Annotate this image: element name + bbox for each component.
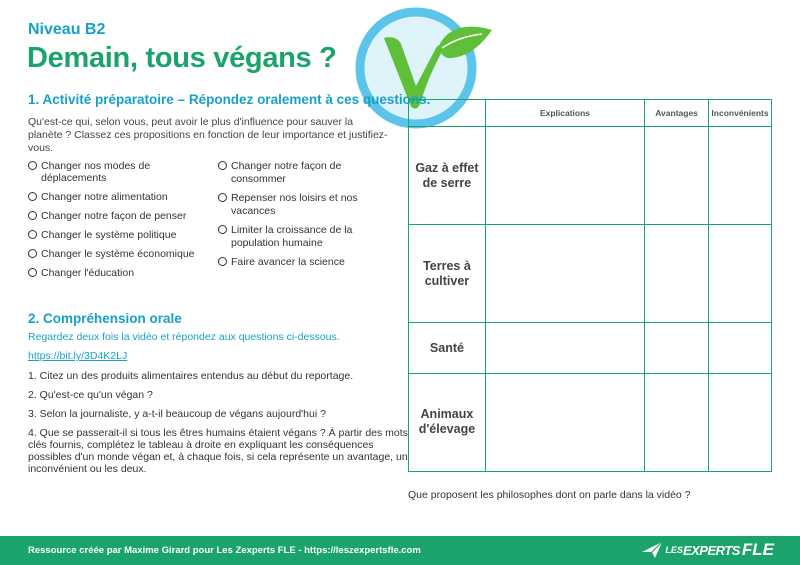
- paper-plane-icon: [641, 540, 663, 560]
- table-header-row: [409, 100, 772, 127]
- footer-credit: Ressource créée par Maxime Girard pour Les Zexperts FLE - https://leszexpertsfle.com: [28, 545, 421, 556]
- options-left: [28, 160, 208, 286]
- philosophers-question: Que proposent les philosophes dont on parle dans la vidéo ?: [408, 489, 691, 501]
- radio-circle-icon[interactable]: [218, 193, 227, 202]
- row-header: Animaux d'élevage: [409, 373, 486, 471]
- option-item[interactable]: Changer notre façon de penser: [28, 210, 208, 222]
- section2-heading: 2. Compréhension orale: [28, 311, 182, 326]
- answer-cell[interactable]: [709, 373, 772, 471]
- section1-heading: 1. Activité préparatoire – Répondez oralement à ces questions.: [28, 92, 431, 107]
- table-row: [409, 127, 772, 225]
- answer-cell[interactable]: [485, 127, 644, 225]
- option-item[interactable]: Faire avancer la science: [218, 256, 398, 269]
- radio-circle-icon[interactable]: [28, 192, 37, 201]
- question-1: 1. Citez un des produits alimentaires entendus au début du reportage.: [28, 370, 354, 382]
- level-label: Niveau B2: [28, 21, 106, 38]
- table-corner-cell: [409, 100, 486, 127]
- radio-circle-icon[interactable]: [28, 249, 37, 258]
- question-4: 4. Que se passerait-il si tous les êtres humains étaient végans ? À partir des mots clés fournis, complétez le tableau à droite en expliquant les conséquences possibles d'un monde végan et, à chaque fois, si cela représente un avantage, un inconvénient ou les deux.: [28, 427, 408, 475]
- radio-circle-icon[interactable]: [28, 230, 37, 239]
- question-2: 2. Qu'est-ce qu'un végan ?: [28, 389, 153, 401]
- table-row: [409, 225, 772, 323]
- option-item[interactable]: Changer le système économique: [28, 248, 208, 260]
- answer-cell[interactable]: [645, 373, 709, 471]
- row-header: Gaz à effet de serre: [409, 127, 486, 225]
- option-item[interactable]: Changer notre façon de consommer: [218, 160, 398, 186]
- option-item[interactable]: Changer le système politique: [28, 229, 208, 241]
- answer-cell[interactable]: [485, 323, 644, 374]
- radio-circle-icon[interactable]: [218, 257, 227, 266]
- answer-cell[interactable]: [645, 127, 709, 225]
- options-right: [218, 160, 398, 275]
- radio-circle-icon[interactable]: [218, 161, 227, 170]
- option-item[interactable]: Repenser nos loisirs et nos vacances: [218, 192, 398, 218]
- brand-prefix: LES: [665, 545, 683, 555]
- brand-logo: [641, 540, 774, 560]
- video-link[interactable]: https://bit.ly/3D4K2LJ: [28, 350, 128, 362]
- section1-intro: Qu'est-ce qui, selon vous, peut avoir le plus d'influence pour sauver la planète ? Classez ces propositions en fonction de leur importance et justifiez-vous.: [28, 116, 388, 154]
- column-header-inconvenients: Inconvénients: [709, 100, 772, 127]
- option-item[interactable]: Changer l'éducation: [28, 267, 208, 279]
- radio-circle-icon[interactable]: [28, 268, 37, 277]
- table-row: [409, 373, 772, 471]
- page-title: Demain, tous végans ?: [27, 42, 337, 74]
- answer-cell[interactable]: [709, 225, 772, 323]
- footer-bar: [0, 536, 800, 565]
- section2-intro: Regardez deux fois la vidéo et répondez aux questions ci-dessous.: [28, 331, 340, 343]
- row-header: Santé: [409, 323, 486, 374]
- table-row: [409, 323, 772, 374]
- answer-cell[interactable]: [709, 127, 772, 225]
- question-3: 3. Selon la journaliste, y a-t-il beaucoup de végans aujourd'hui ?: [28, 408, 326, 420]
- radio-circle-icon[interactable]: [218, 225, 227, 234]
- radio-circle-icon[interactable]: [28, 161, 37, 170]
- option-item[interactable]: Changer notre alimentation: [28, 191, 208, 203]
- answer-cell[interactable]: [645, 323, 709, 374]
- brand-main: EXPERTS: [682, 542, 740, 558]
- column-header-explications: Explications: [485, 100, 644, 127]
- brand-suffix: FLE: [741, 540, 774, 559]
- column-header-avantages: Avantages: [645, 100, 709, 127]
- answer-cell[interactable]: [485, 225, 644, 323]
- answer-cell[interactable]: [645, 225, 709, 323]
- option-item[interactable]: Changer nos modes de déplacements: [28, 160, 208, 184]
- row-header: Terres à cultiver: [409, 225, 486, 323]
- answer-cell[interactable]: [709, 323, 772, 374]
- option-item[interactable]: Limiter la croissance de la population humaine: [218, 224, 398, 250]
- answer-cell[interactable]: [485, 373, 644, 471]
- answer-table: [408, 99, 772, 472]
- radio-circle-icon[interactable]: [28, 211, 37, 220]
